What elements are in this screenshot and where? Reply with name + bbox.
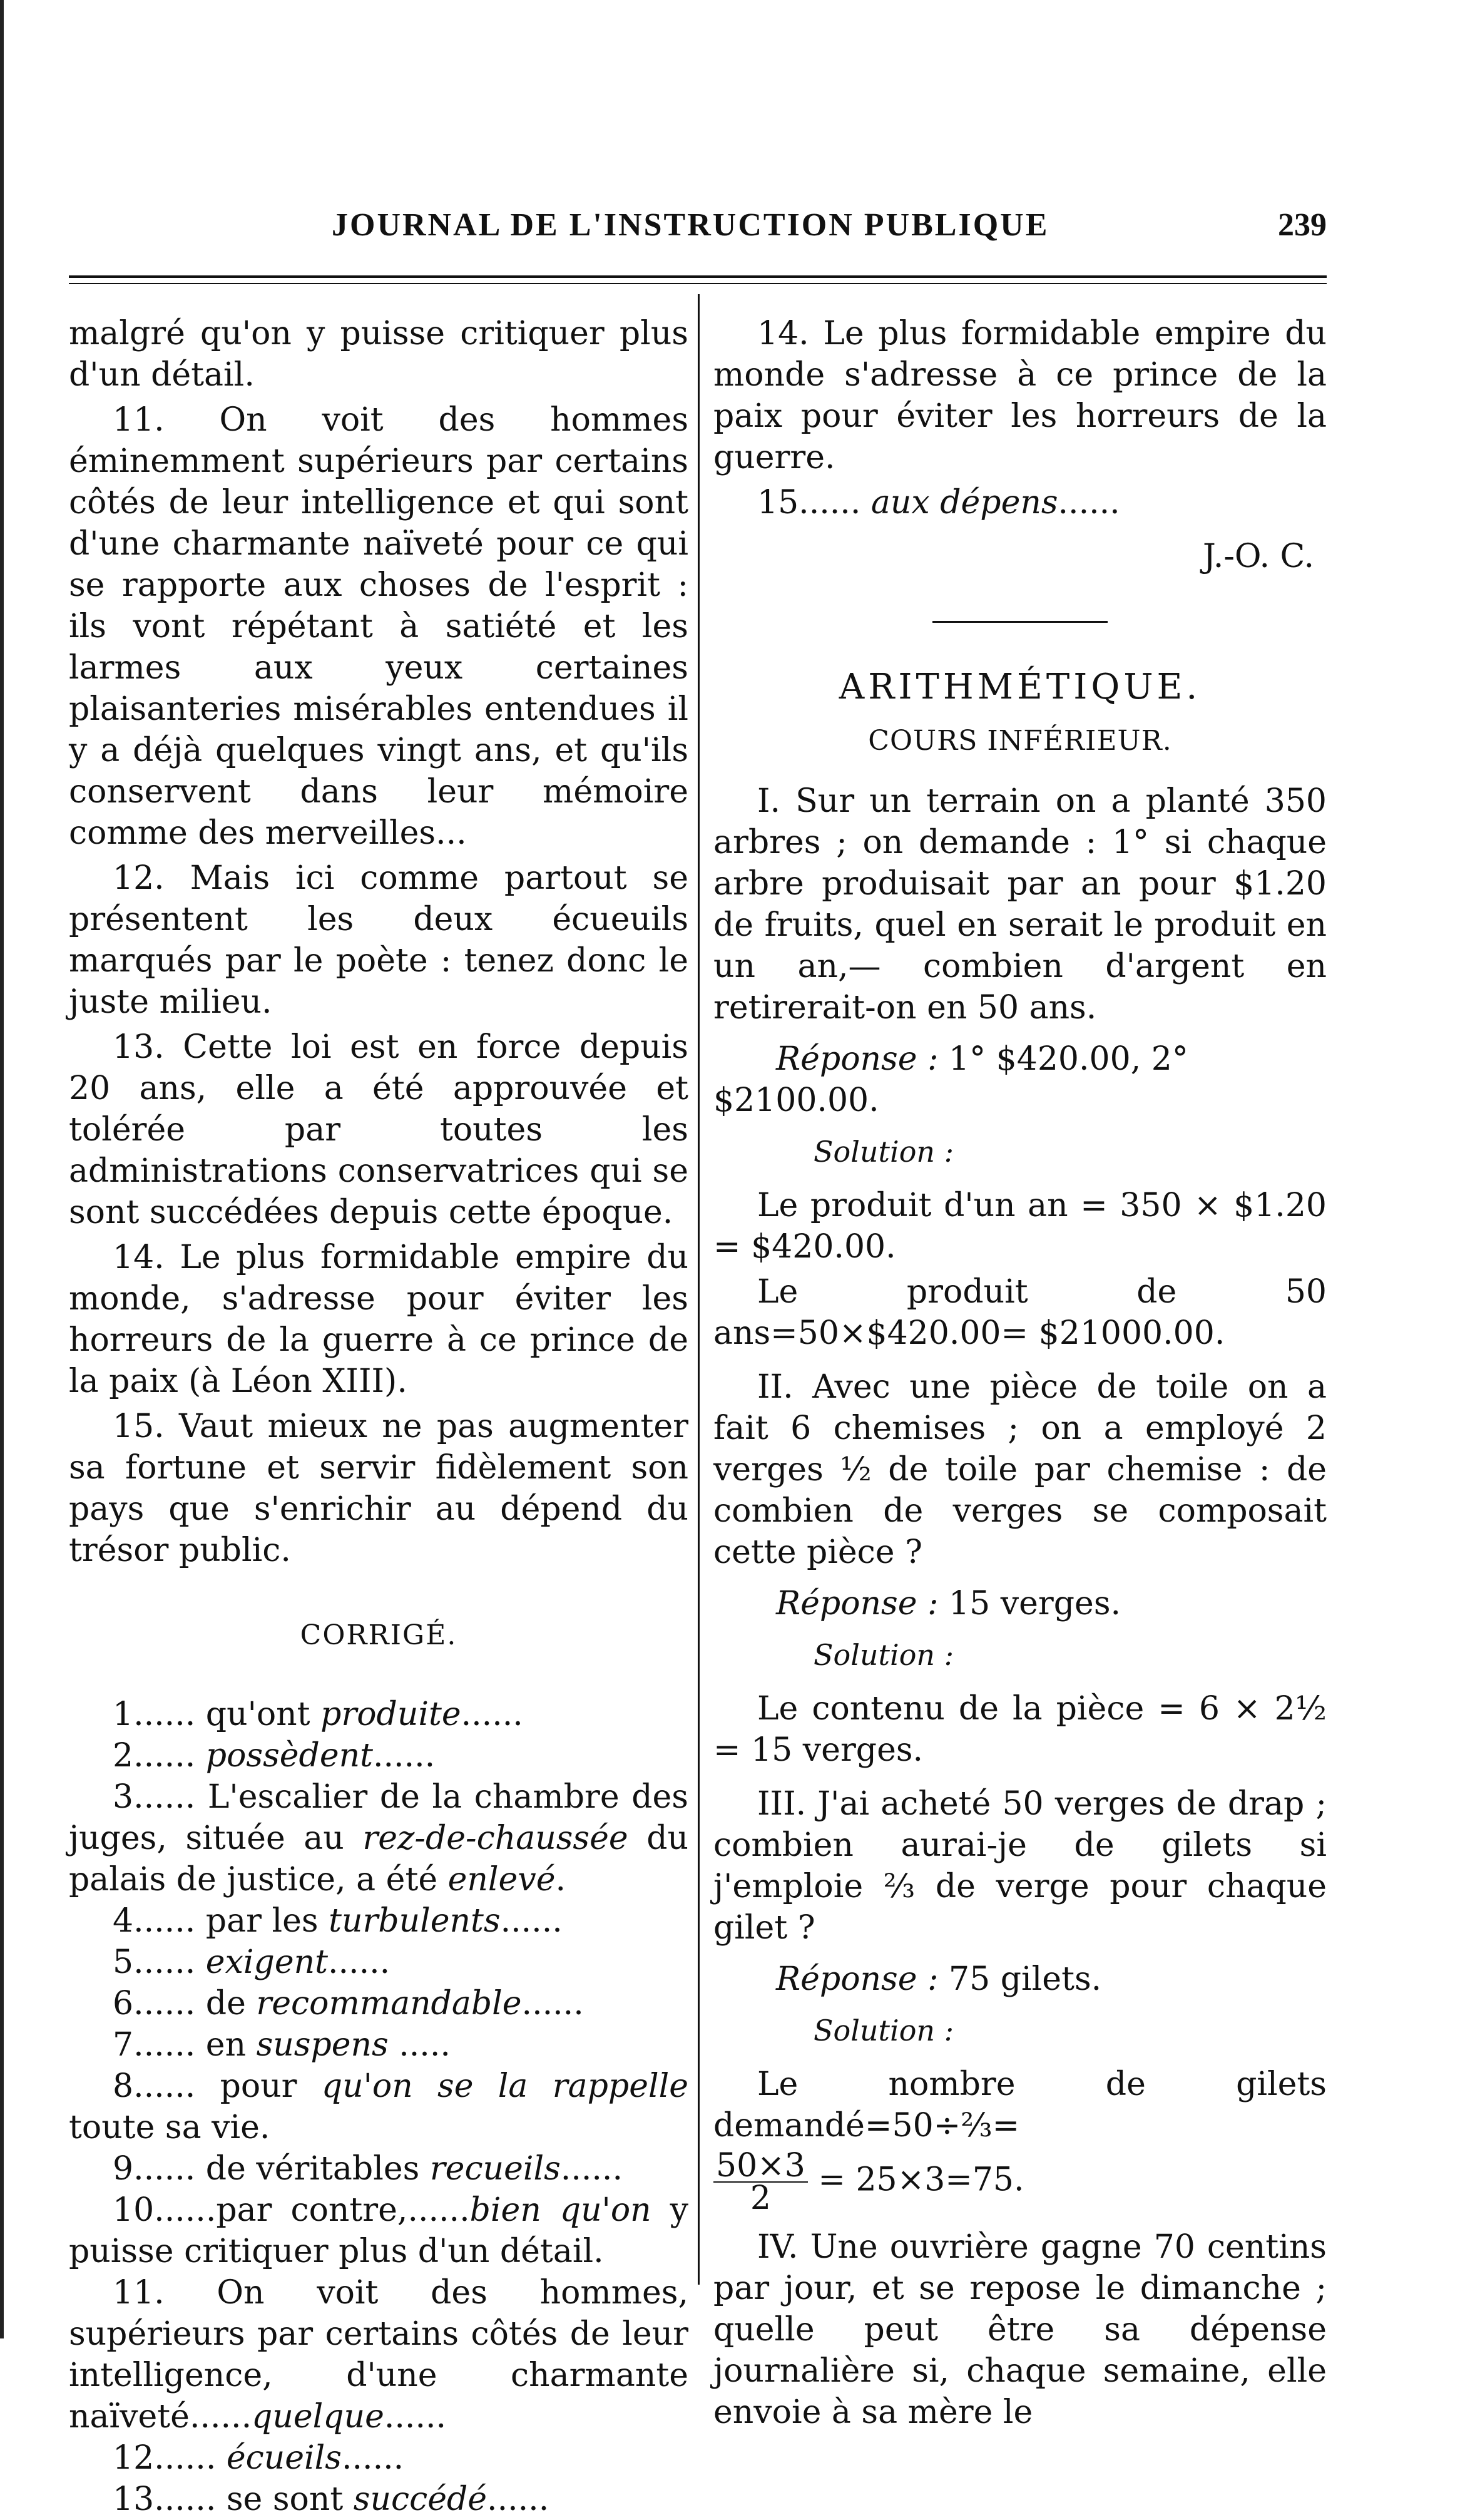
solution-line: Le produit de 50 ans=50×$420.00= $21000.00.	[713, 1273, 1327, 1352]
answer-1: Réponse : 1° $420.00, 2° $2100.00.	[713, 1040, 1188, 1119]
solution-label: Solution :	[814, 1638, 954, 1672]
answer-3: Réponse : 75 gilets.	[776, 1960, 1102, 1998]
page-header	[69, 207, 1327, 250]
problem-1: I. Sur un terrain on a planté 350 arbres ; on demande : 1° si chaque arbre produisait par an pour $1.20 de fruits, quel en serait le produit en un an,— combien d'argent en retirerait-on en 50 ans.	[713, 782, 1327, 1027]
signature: J.-O. C.	[1202, 538, 1314, 575]
paragraph: 15. Vaut mieux ne pas augmenter sa fortune et servir fidèlement son pays que s'enrichir au dépend du trésor public.	[69, 1408, 688, 1569]
corrige-item: 7...... en suspens .....	[113, 2026, 451, 2064]
section-divider	[932, 621, 1108, 623]
corrige-item: 13...... se sont succédé......	[113, 2481, 549, 2518]
solution-fraction-line: $\frac{50\times 3}{2}$ = 25×3=75.	[713, 2150, 1327, 2214]
problem-3: III. J'ai acheté 50 verges de drap ; combien aurai-je de gilets si j'emploie ⅔ de verge pour chaque gilet ?	[713, 1785, 1327, 1947]
paragraph: 13. Cette loi est en force depuis 20 ans, elle a été approuvée et tolérée par toutes les administrations conservatrices qui se sont succédées depuis cette époque.	[69, 1028, 688, 1231]
corrige-item: 10......par contre,......bien qu'on y puisse critiquer plus d'un détail.	[69, 2191, 689, 2270]
corrige-item: 5...... exigent......	[113, 1944, 390, 1981]
corrige-item: 8...... pour qu'on se la rappelle toute sa vie.	[69, 2067, 688, 2146]
paragraph: 11. On voit des hommes éminemment supérieurs par certains côtés de leur intelligence et qui sont d'une charmante naïveté pour ce qui se rapporte aux choses de l'esprit : ils vont répétant à satiété et les larmes aux yeux certaines plaisanteries misérables entendues il y a déjà quelques vingt ans, et qu'ils conservent dans leur mémoire comme des merveilles...	[69, 401, 688, 852]
solution-line: Le contenu de la pièce = 6 × 2½ = 15 verges.	[713, 1690, 1327, 1769]
corrige-item: 2...... possèdent......	[113, 1737, 436, 1775]
page-number: 239	[1278, 207, 1327, 243]
corrige-item: 11. On voit des hommes, supérieurs par certains côtés de leur intelligence, d'une charmante naïveté......quelque......	[69, 2274, 688, 2435]
corrige-item: 1...... qu'ont produite......	[113, 1696, 523, 1733]
solution-line: Le nombre de gilets demandé=50÷⅔=	[713, 2066, 1327, 2144]
corrige-item: 3...... L'escalier de la chambre des juges, située au rez-de-chaussée du palais de justice, a été enlevé.	[69, 1778, 688, 1898]
column-divider	[698, 294, 700, 2285]
paragraph: malgré qu'on y puisse critiquer plus d'un détail.	[69, 315, 688, 394]
paragraph: 12. Mais ici comme partout se présentent les deux écueuils marqués par le poète : tenez donc le juste milieu.	[69, 859, 688, 1021]
problem-4: IV. Une ouvrière gagne 70 centins par jour, et se repose le dimanche ; quelle peut être sa dépense journalière si, chaque semaine, elle envoie à sa mère le	[713, 2228, 1327, 2431]
solution-label: Solution :	[814, 2014, 954, 2047]
paragraph: 14. Le plus formidable empire du monde, s'adresse pour éviter les horreurs de la guerre à ce prince de la paix (à Léon XIII).	[69, 1239, 688, 1400]
right-column	[713, 313, 1327, 2437]
solution-line: Le produit d'un an = 350 × $1.20 = $420.00.	[713, 1187, 1327, 1266]
paragraph: 15...... aux dépens......	[757, 484, 1120, 521]
paragraph: 14. Le plus formidable empire du monde s'adresse à ce prince de la paix pour éviter les horreurs de la guerre.	[713, 315, 1327, 476]
corrige-item: 4...... par les turbulents......	[113, 1902, 563, 1940]
header-rule-thin	[69, 283, 1327, 284]
problem-2: II. Avec une pièce de toile on a fait 6 chemises ; on a employé 2 verges ½ de toile par chemise : de combien de verges se composait cette pièce ?	[713, 1368, 1327, 1571]
solution-label: Solution :	[814, 1135, 954, 1169]
corrige-item: 12...... écueils......	[113, 2439, 404, 2477]
page-binding-edge	[0, 0, 4, 2338]
section-subtitle: COURS INFÉRIEUR.	[868, 725, 1172, 757]
left-column	[69, 313, 688, 2520]
answer-2: Réponse : 15 verges.	[776, 1585, 1121, 1622]
fraction: $\frac{50\times 3}{2}$	[713, 2150, 808, 2214]
corrige-item: 6...... de recommandable......	[113, 1985, 584, 2022]
header-rule	[69, 275, 1327, 278]
corrige-heading: CORRIGÉ.	[300, 1619, 457, 1651]
section-title: ARITHMÉTIQUE.	[839, 667, 1202, 707]
running-title: JOURNAL DE L'INSTRUCTION PUBLIQUE	[332, 207, 1049, 243]
corrige-item: 9...... de véritables recueils......	[113, 2150, 623, 2188]
